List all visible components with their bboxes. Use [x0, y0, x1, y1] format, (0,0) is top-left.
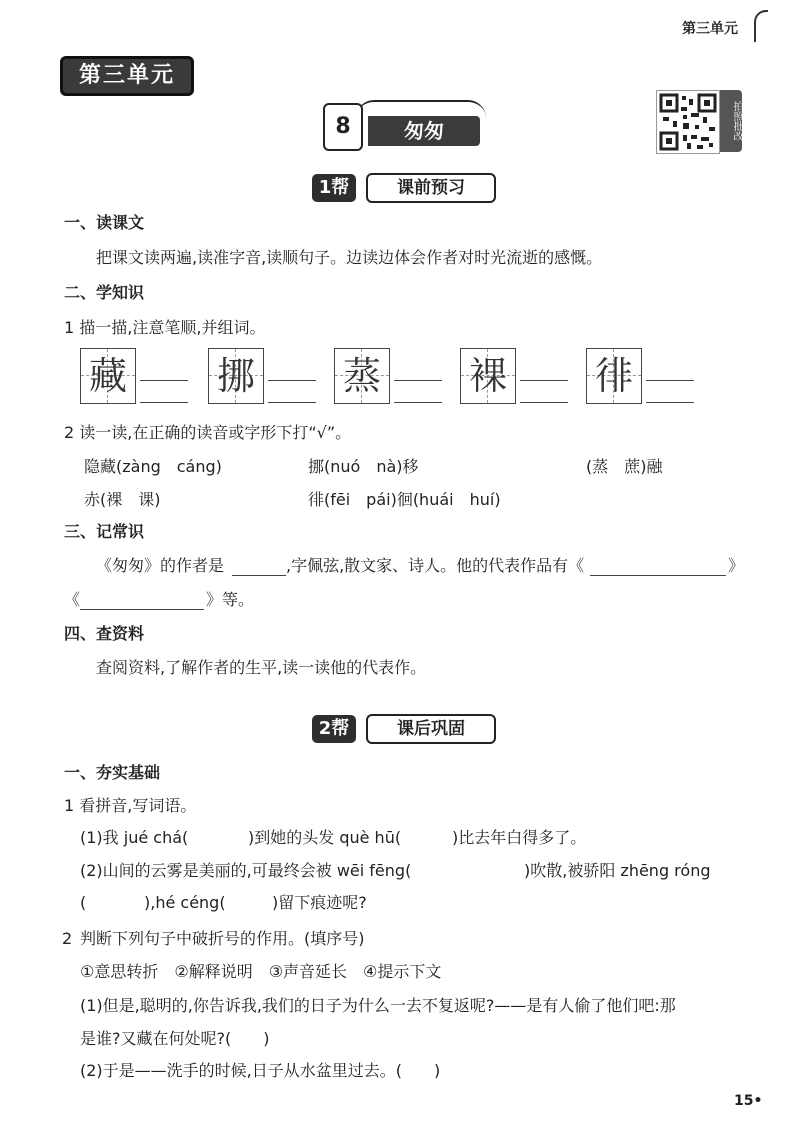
dash-sentence: (1)但是,聪明的,你告诉我,我们的日子为什么一去不复返呢?——是有人偷了他们吧:那 — [80, 996, 676, 1015]
common-text: 《 — [64, 590, 81, 609]
fill-blank-author[interactable] — [232, 575, 286, 576]
pinyin-sentence: )留下痕迹呢? — [272, 893, 367, 912]
corner-mark — [754, 10, 768, 42]
heading-read: 一、读课文 — [64, 213, 145, 232]
qr-tab-label: 拍照批改 — [720, 90, 742, 152]
answer-line[interactable] — [394, 402, 442, 403]
pronunciation-item[interactable]: 徘(fēi pái)徊(huái huí) — [308, 490, 501, 509]
char-box[interactable] — [460, 348, 516, 404]
section-label-preview: 课前预习 — [366, 173, 496, 203]
heading-common: 三、记常识 — [64, 522, 145, 541]
research-text: 查阅资料,了解作者的生平,读一读他的代表作。 — [96, 658, 427, 677]
question-trace-chars: 1 描一描,注意笔顺,并组词。 — [64, 318, 266, 337]
lesson-title: 匆匆 — [368, 116, 480, 146]
pinyin-sentence: (1)我 jué chá( — [80, 828, 189, 847]
char-box[interactable] — [208, 348, 264, 404]
lesson-number: 8 — [323, 103, 363, 151]
char-trace: 藏 — [88, 354, 127, 398]
char-trace: 挪 — [216, 354, 255, 398]
common-text: 》 — [728, 556, 745, 575]
answer-line[interactable] — [268, 402, 316, 403]
answer-line[interactable] — [268, 380, 316, 381]
pronunciation-item[interactable]: (蒸 蔗)融 — [586, 457, 663, 476]
answer-line[interactable] — [394, 380, 442, 381]
heading-basics: 一、夯实基础 — [64, 763, 161, 782]
answer-line[interactable] — [646, 380, 694, 381]
common-text: 》等。 — [206, 590, 255, 609]
char-trace: 徘 — [594, 354, 633, 398]
pinyin-sentence: )吹散,被骄阳 zhēng róng — [524, 861, 711, 880]
answer-line[interactable] — [140, 380, 188, 381]
pinyin-sentence: )比去年白得多了。 — [452, 828, 587, 847]
answer-line[interactable] — [646, 402, 694, 403]
answer-line[interactable] — [520, 402, 568, 403]
section-tag-1: 1帮 — [312, 174, 356, 202]
section-tag-2: 2帮 — [312, 715, 356, 743]
running-header-unit: 第三单元 — [682, 21, 738, 37]
char-box[interactable] — [80, 348, 136, 404]
unit-title-badge: 第三单元 — [60, 56, 194, 96]
char-trace: 裸 — [468, 354, 507, 398]
question-pinyin: 1 看拼音,写词语。 — [64, 796, 197, 815]
common-text: ,字佩弦,散文家、诗人。他的代表作品有《 — [286, 556, 585, 575]
qr-code[interactable] — [656, 90, 720, 154]
question-dash: 判断下列句子中破折号的作用。(填序号) — [80, 929, 365, 948]
question-number: 2 — [62, 929, 73, 948]
heading-learn: 二、学知识 — [64, 283, 145, 302]
section-label-review: 课后巩固 — [366, 714, 496, 744]
common-text: 《匆匆》的作者是 — [96, 556, 225, 575]
read-instruction: 把课文读两遍,读准字音,读顺句子。边读边体会作者对时光流逝的感慨。 — [96, 248, 603, 267]
pinyin-sentence: (2)山间的云雾是美丽的,可最终会被 wēi fēng( — [80, 861, 412, 880]
dash-options: ①意思转折 ②解释说明 ③声音延长 ④提示下文 — [80, 962, 442, 981]
pronunciation-item[interactable]: 赤(裸 课) — [84, 490, 161, 509]
pronunciation-item[interactable]: 隐藏(zàng cáng) — [84, 457, 222, 476]
fill-blank-work[interactable] — [80, 609, 204, 610]
page-number — [734, 1090, 762, 1112]
dash-sentence: (2)于是——洗手的时候,日子从水盆里过去。( ) — [80, 1061, 441, 1080]
page-dot-icon: • — [753, 1093, 763, 1109]
char-box[interactable] — [334, 348, 390, 404]
fill-blank-work[interactable] — [590, 575, 726, 576]
pinyin-sentence: ),hé céng( — [144, 893, 226, 912]
answer-line[interactable] — [520, 380, 568, 381]
page-number-value: 15 — [734, 1093, 754, 1109]
pinyin-sentence: )到她的头发 què hū( — [248, 828, 402, 847]
dash-sentence: 是谁?又藏在何处呢?( ) — [80, 1029, 270, 1048]
char-box[interactable] — [586, 348, 642, 404]
char-trace: 蒸 — [342, 354, 381, 398]
qr-code-icon — [657, 91, 719, 153]
pinyin-sentence: ( — [80, 893, 87, 912]
pronunciation-item[interactable]: 挪(nuó nà)移 — [308, 457, 419, 476]
answer-line[interactable] — [140, 402, 188, 403]
question-pronunciation: 2 读一读,在正确的读音或字形下打“√”。 — [64, 423, 352, 442]
heading-research: 四、查资料 — [64, 624, 145, 643]
